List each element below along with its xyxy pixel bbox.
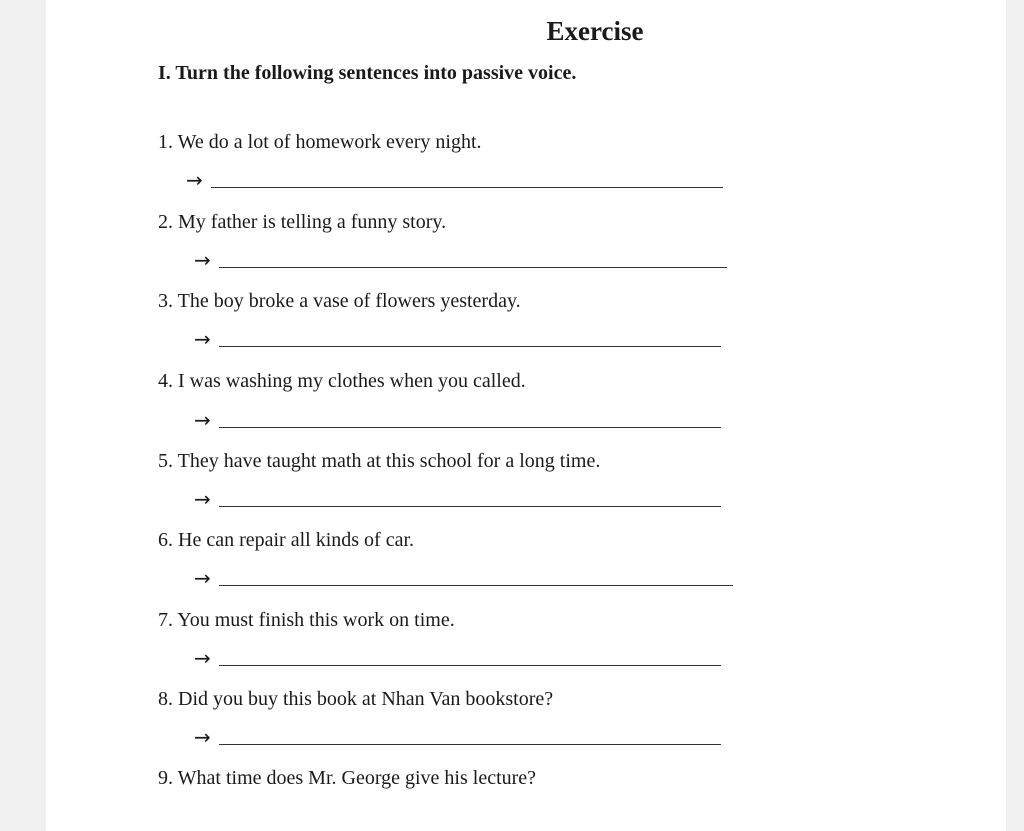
- question-9: 9. What time does Mr. George give his lecture?: [158, 767, 537, 789]
- answer-blank-4[interactable]: [219, 427, 721, 428]
- arrow-icon: →: [194, 725, 211, 749]
- answer-blank-2[interactable]: [219, 267, 727, 268]
- question-5: 5. They have taught math at this school for a long time.: [158, 450, 601, 472]
- question-6: 6. He can repair all kinds of car.: [158, 529, 415, 551]
- answer-blank-8[interactable]: [219, 744, 721, 745]
- section-instruction: I. Turn the following sentences into passive voice.: [158, 62, 577, 84]
- answer-line-4: [194, 410, 721, 430]
- question-3: 3. The boy broke a vase of flowers yesterday.: [158, 290, 521, 312]
- question-4: 4. I was washing my clothes when you called.: [158, 370, 526, 392]
- answer-blank-7[interactable]: [219, 665, 721, 666]
- arrow-icon: →: [194, 646, 211, 670]
- page-title: Exercise: [546, 16, 644, 46]
- answer-blank-3[interactable]: [219, 346, 721, 347]
- answer-line-8: [194, 727, 721, 747]
- answer-line-7: [194, 648, 721, 668]
- arrow-icon: →: [194, 327, 211, 351]
- arrow-icon: →: [194, 487, 211, 511]
- question-8: 8. Did you buy this book at Nhan Van bookstore?: [158, 688, 554, 710]
- answer-blank-5[interactable]: [219, 506, 721, 507]
- answer-line-1: [186, 170, 723, 190]
- arrow-icon: →: [186, 168, 203, 192]
- question-1: 1. We do a lot of homework every night.: [158, 131, 482, 153]
- answer-line-6: [194, 568, 733, 588]
- answer-line-5: [194, 489, 721, 509]
- answer-blank-6[interactable]: [219, 585, 733, 586]
- worksheet-page: [46, 0, 1006, 831]
- answer-line-2: [194, 250, 727, 270]
- answer-line-3: [194, 329, 721, 349]
- arrow-icon: →: [194, 248, 211, 272]
- answer-blank-1[interactable]: [211, 187, 723, 188]
- question-2: 2. My father is telling a funny story.: [158, 211, 447, 233]
- question-7: 7. You must finish this work on time.: [158, 609, 455, 631]
- arrow-icon: →: [194, 566, 211, 590]
- arrow-icon: →: [194, 408, 211, 432]
